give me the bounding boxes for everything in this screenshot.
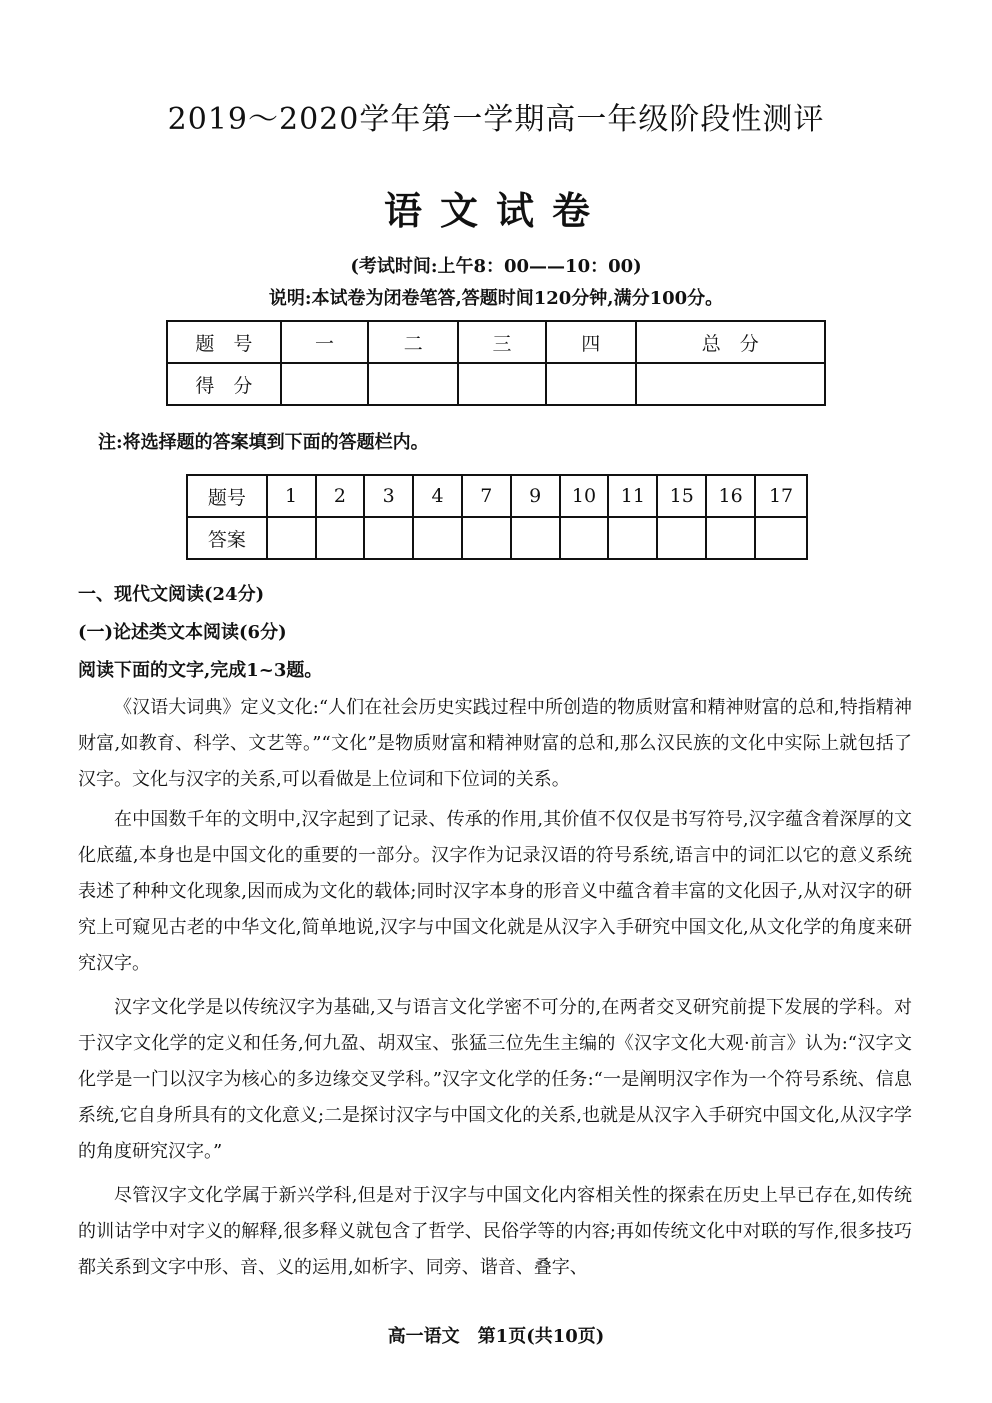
question-number: 10 [560,475,609,517]
score-col-3: 三 [458,321,546,363]
section-heading: 一、现代文阅读(24分) [78,584,265,605]
answer-cell[interactable] [316,517,365,559]
score-cell[interactable] [458,363,546,405]
question-number: 16 [706,475,755,517]
paragraph: 尽管汉字文化学属于新兴学科,但是对于汉字与中国文化内容相关性的探索在历史上早已存在,如传统的训诂学中对字义的解释,很多释义就包含了哲学、民俗学等的内容;再如传统文化中对联的写作,很多技巧都关系到文字中形、音、义的运用,如析字、同旁、谐音、叠字、 [78,1185,912,1278]
exam-description: 说明:本试卷为闭卷笔答,答题时间120分钟,满分100分。 [268,288,724,309]
table-row [167,321,825,363]
score-header-label: 题 号 [167,321,281,363]
question-number: 9 [511,475,560,517]
subsection-heading: (一)论述类文本阅读(6分) [78,622,287,643]
score-col-4: 四 [546,321,636,363]
score-cell[interactable] [636,363,825,405]
score-table [166,320,826,406]
exam-time: (考试时间:上午8：00——10：00) [350,256,642,277]
question-number: 11 [608,475,657,517]
answer-cell[interactable] [657,517,706,559]
score-col-1: 一 [281,321,369,363]
question-number: 7 [462,475,511,517]
answer-header-label: 题号 [187,475,267,517]
answer-cell[interactable] [755,517,807,559]
answer-note: 注:将选择题的答案填到下面的答题栏内。 [98,432,429,453]
score-cell[interactable] [281,363,369,405]
page-footer: 高一语文 第1页(共10页) [387,1326,605,1347]
exam-title: 2019～2020学年第一学期高一年级阶段性测评 [167,102,825,137]
table-row [167,363,825,405]
answer-cell[interactable] [511,517,560,559]
question-number: 2 [316,475,365,517]
answer-cell[interactable] [462,517,511,559]
table-row [187,475,807,517]
score-cell[interactable] [368,363,458,405]
score-row-label: 得 分 [167,363,281,405]
paragraph: 在中国数千年的文明中,汉字起到了记录、传承的作用,其价值不仅仅是书写符号,汉字蕴含着深厚的文化底蕴,本身也是中国文化的重要的一部分。汉字作为记录汉语的符号系统,语言中的词汇以它的意义系统表述了种种文化现象,因而成为文化的载体;同时汉字本身的形音义中蕴含着丰富的文化因子,从对汉字的研究上可窥见古老的中华文化,简单地说,汉字与中国文化就是从汉字入手研究中国文化,从文化学的角度来研究汉字。 [78,809,912,974]
answer-cell[interactable] [608,517,657,559]
subject-title: 语文试卷 [383,188,608,233]
answer-cell[interactable] [267,517,316,559]
score-cell[interactable] [546,363,636,405]
question-number: 15 [657,475,706,517]
answer-cell[interactable] [706,517,755,559]
answer-cell[interactable] [364,517,413,559]
answer-row-label: 答案 [187,517,267,559]
question-number: 4 [413,475,462,517]
score-col-2: 二 [368,321,458,363]
answer-cell[interactable] [413,517,462,559]
score-col-total: 总 分 [636,321,825,363]
paragraph: 汉字文化学是以传统汉字为基础,又与语言文化学密不可分的,在两者交叉研究前提下发展的学科。对于汉字文化学的定义和任务,何九盈、胡双宝、张猛三位先生主编的《汉字文化大观·前言》认为:“汉字文化学是一门以汉字为核心的多边缘交叉学科。”汉字文化学的任务:“一是阐明汉字作为一个符号系统、信息系统,它自身所具有的文化意义;二是探讨汉字与中国文化的关系,也就是从汉字入手研究中国文化,从汉字学的角度研究汉字。” [78,997,912,1162]
reading-instruction: 阅读下面的文字,完成1~3题。 [78,660,323,681]
question-number: 3 [364,475,413,517]
question-number: 1 [267,475,316,517]
table-row [187,517,807,559]
answer-cell[interactable] [560,517,609,559]
answer-table [186,474,808,560]
question-number: 17 [755,475,807,517]
paragraph: 《汉语大词典》定义文化:“人们在社会历史实践过程中所创造的物质财富和精神财富的总和,特指精神财富,如教育、科学、文艺等。”“文化”是物质财富和精神财富的总和,那么汉民族的文化中实际上就包括了汉字。文化与汉字的关系,可以看做是上位词和下位词的关系。 [78,697,912,790]
